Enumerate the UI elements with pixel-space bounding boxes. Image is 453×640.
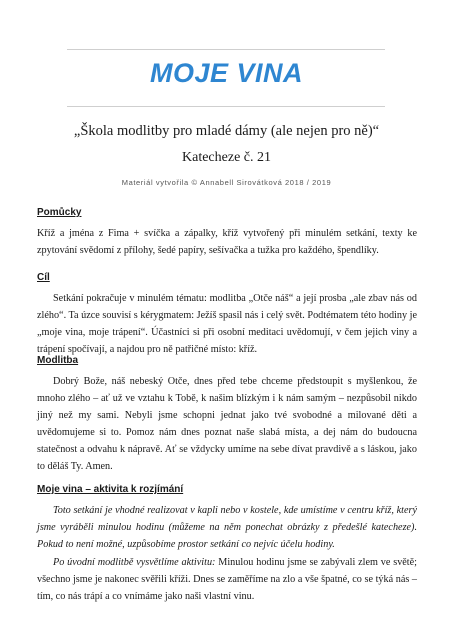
- activity-intro-text: Minulou hodinu jsme se zabývali zlem ve světě; všechno jsme je nakonec svěřili kříži. Dnes se zaměříme na zlo a vše špatné, co se týká nás – tím, co nás trápí a co vnímáme jako naši vlastní vinu.: [37, 557, 417, 602]
- top-divider: [67, 49, 385, 50]
- activity-note: Toto setkání je vhodné realizovat v kapli nebo v kostele, kde umístíme v centru kříž, který jsme vyráběli minulou hodinu (můžeme na něm ponechat obrázky z předešlé katecheze). Pokud to není možné, uzpůsobíme prostor setkání co nejvíc účelu hodiny.: [37, 505, 417, 550]
- lesson-number: Katecheze č. 21: [182, 150, 271, 165]
- heading-cil: Cíl: [37, 272, 50, 283]
- heading-pomucky: Pomůcky: [37, 207, 82, 218]
- title-divider: [67, 106, 385, 107]
- text-modlitba: Dobrý Bože, náš nebeský Otče, dnes před tebe chceme předstoupit s myšlenkou, že mnoho zlého – ať už ve vztahu k Tobě, k našim blízkým i k nám samým – nezpůsobil nikdo jiný než my sami. Nebyli jsme schopni jednat jako tvé svobodné a milované děti a uvědomujeme si to. Pomoz nám dnes poznat naše slabá místa, a dej nám do budoucna statečnost a odvahu k nápravě. Ať se vždycky umíme na sebe dívat pravdivě a s láskou, jako to děláš Ty. Amen.: [37, 376, 417, 472]
- heading-modlitba: Modlitba: [37, 355, 79, 366]
- activity-intro: [37, 554, 417, 605]
- activity-intro-label: Po úvodní modlitbě vysvětlíme aktivitu:: [53, 557, 216, 568]
- text-pomucky: Kříž a jména z Fima + svíčka a zápalky, kříž vytvořený při minulém setkání, texty ke zpytování svědomí z přílohy, šedé papíry, sešívačka a tužka pro každého, špendlíky.: [37, 228, 417, 256]
- text-cil: Setkání pokračuje v minulém tématu: modlitba „Otče náš“ a její prosba „ale zbav nás od zlého“. Ta úzce souvisí s kérygmatem: Ježíš spasil nás i celý svět. Podtématem této hodiny je „moje vina, moje trápení“. Účastníci si při osobní meditaci uvědomují, v čem jejich viny a trápení spočívají, a najdou pro ně patřičné místo: kříž.: [37, 293, 417, 355]
- page-title: MOJE VINA: [149, 58, 304, 88]
- heading-aktivita: Moje vina – aktivita k rozjímání: [37, 484, 184, 495]
- series-subtitle: „Škola modlitby pro mladé dámy (ale nejen pro ně)“: [73, 123, 380, 139]
- author-credit: Materiál vytvořila © Annabell Sirovátková 2018 / 2019: [121, 178, 332, 187]
